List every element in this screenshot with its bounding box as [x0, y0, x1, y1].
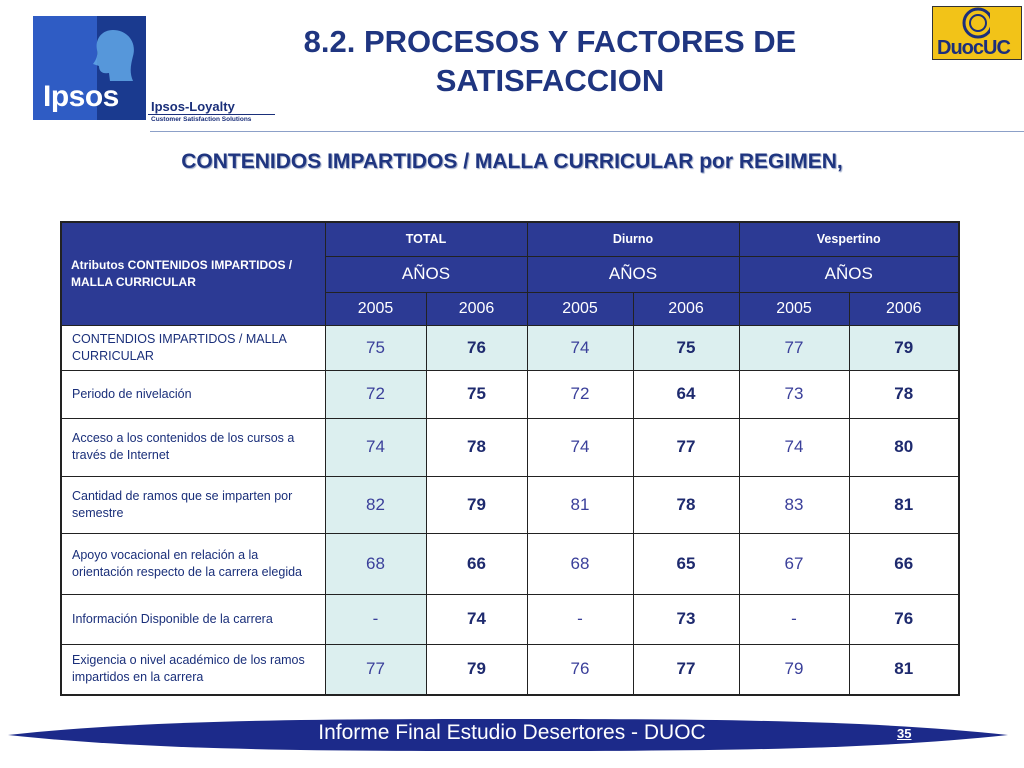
- title-line-2: SATISFACCION: [435, 63, 665, 98]
- value-cell: 81: [849, 644, 959, 695]
- value-cell: 74: [426, 594, 527, 644]
- value-cell: 74: [527, 325, 633, 370]
- anos-header: AÑOS: [739, 256, 959, 292]
- value-cell: 64: [633, 370, 739, 418]
- table-row: [61, 533, 959, 594]
- attribute-column-header: Atributos CONTENIDOS IMPARTIDOS / MALLA CURRICULAR: [61, 222, 325, 325]
- loyalty-tagline: Customer Satisfaction Solutions: [148, 114, 275, 123]
- table-row: [61, 325, 959, 370]
- value-cell: 66: [849, 533, 959, 594]
- table-row: [61, 594, 959, 644]
- crest-seal-icon: [934, 0, 990, 41]
- value-cell: -: [739, 594, 849, 644]
- value-cell: 68: [527, 533, 633, 594]
- value-cell: 81: [849, 476, 959, 533]
- row-label: CONTENDIOS IMPARTIDOS / MALLA CURRICULAR: [61, 325, 325, 370]
- header-divider: [150, 131, 1024, 132]
- year-header: 2006: [426, 292, 527, 325]
- title-line-1: 8.2. PROCESOS Y FACTORES DE: [303, 24, 797, 59]
- year-header: 2005: [739, 292, 849, 325]
- value-cell: 73: [739, 370, 849, 418]
- value-cell: 67: [739, 533, 849, 594]
- table-row: [61, 476, 959, 533]
- group-header-total: TOTAL: [325, 222, 527, 256]
- value-cell: 78: [849, 370, 959, 418]
- anos-header: AÑOS: [325, 256, 527, 292]
- value-cell: 68: [325, 533, 426, 594]
- value-cell: 77: [633, 418, 739, 476]
- value-cell: 82: [325, 476, 426, 533]
- footer-title: Informe Final Estudio Desertores - DUOC: [318, 721, 706, 744]
- value-cell: 76: [849, 594, 959, 644]
- table-subtitle: CONTENIDOS IMPARTIDOS / MALLA CURRICULAR por REGIMEN,: [181, 150, 843, 173]
- table-row: [61, 644, 959, 695]
- group-header-vespertino: Vespertino: [739, 222, 959, 256]
- value-cell: 77: [739, 325, 849, 370]
- year-header: 2006: [633, 292, 739, 325]
- value-cell: 74: [527, 418, 633, 476]
- value-cell: 75: [325, 325, 426, 370]
- value-cell: -: [325, 594, 426, 644]
- value-cell: 66: [426, 533, 527, 594]
- value-cell: 78: [633, 476, 739, 533]
- year-header: 2005: [527, 292, 633, 325]
- value-cell: 72: [527, 370, 633, 418]
- page-title: [230, 22, 870, 100]
- value-cell: 74: [325, 418, 426, 476]
- face-profile-icon: [83, 26, 143, 84]
- ipsos-wordmark: Ipsos: [43, 80, 119, 113]
- row-label: Información Disponible de la carrera: [61, 594, 325, 644]
- row-label: Apoyo vocacional en relación a la orientación respecto de la carrera elegida: [61, 533, 325, 594]
- satisfaction-table: [60, 221, 960, 696]
- loyalty-name: Ipsos-Loyalty: [151, 99, 235, 114]
- value-cell: 76: [426, 325, 527, 370]
- ipsos-loyalty-brand: [148, 100, 275, 123]
- ipsos-logo: [33, 16, 146, 120]
- row-label: Periodo de nivelación: [61, 370, 325, 418]
- value-cell: 65: [633, 533, 739, 594]
- page-number: 35: [897, 726, 912, 741]
- value-cell: 81: [527, 476, 633, 533]
- value-cell: 74: [739, 418, 849, 476]
- value-cell: 73: [633, 594, 739, 644]
- value-cell: 78: [426, 418, 527, 476]
- value-cell: 77: [633, 644, 739, 695]
- value-cell: 77: [325, 644, 426, 695]
- value-cell: 75: [426, 370, 527, 418]
- table-row: [61, 370, 959, 418]
- table-row: [61, 418, 959, 476]
- row-label: Cantidad de ramos que se imparten por semestre: [61, 476, 325, 533]
- value-cell: -: [527, 594, 633, 644]
- value-cell: 79: [849, 325, 959, 370]
- row-label: Acceso a los contenidos de los cursos a través de Internet: [61, 418, 325, 476]
- value-cell: 79: [426, 476, 527, 533]
- value-cell: 79: [426, 644, 527, 695]
- duoc-logo: [932, 6, 1022, 60]
- year-header: 2006: [849, 292, 959, 325]
- anos-header: AÑOS: [527, 256, 739, 292]
- value-cell: 80: [849, 418, 959, 476]
- value-cell: 75: [633, 325, 739, 370]
- value-cell: 79: [739, 644, 849, 695]
- duoc-wordmark: DuocUC: [937, 37, 1010, 59]
- value-cell: 72: [325, 370, 426, 418]
- value-cell: 76: [527, 644, 633, 695]
- row-label: Exigencia o nivel académico de los ramos impartidos en la carrera: [61, 644, 325, 695]
- value-cell: 83: [739, 476, 849, 533]
- group-header-diurno: Diurno: [527, 222, 739, 256]
- year-header: 2005: [325, 292, 426, 325]
